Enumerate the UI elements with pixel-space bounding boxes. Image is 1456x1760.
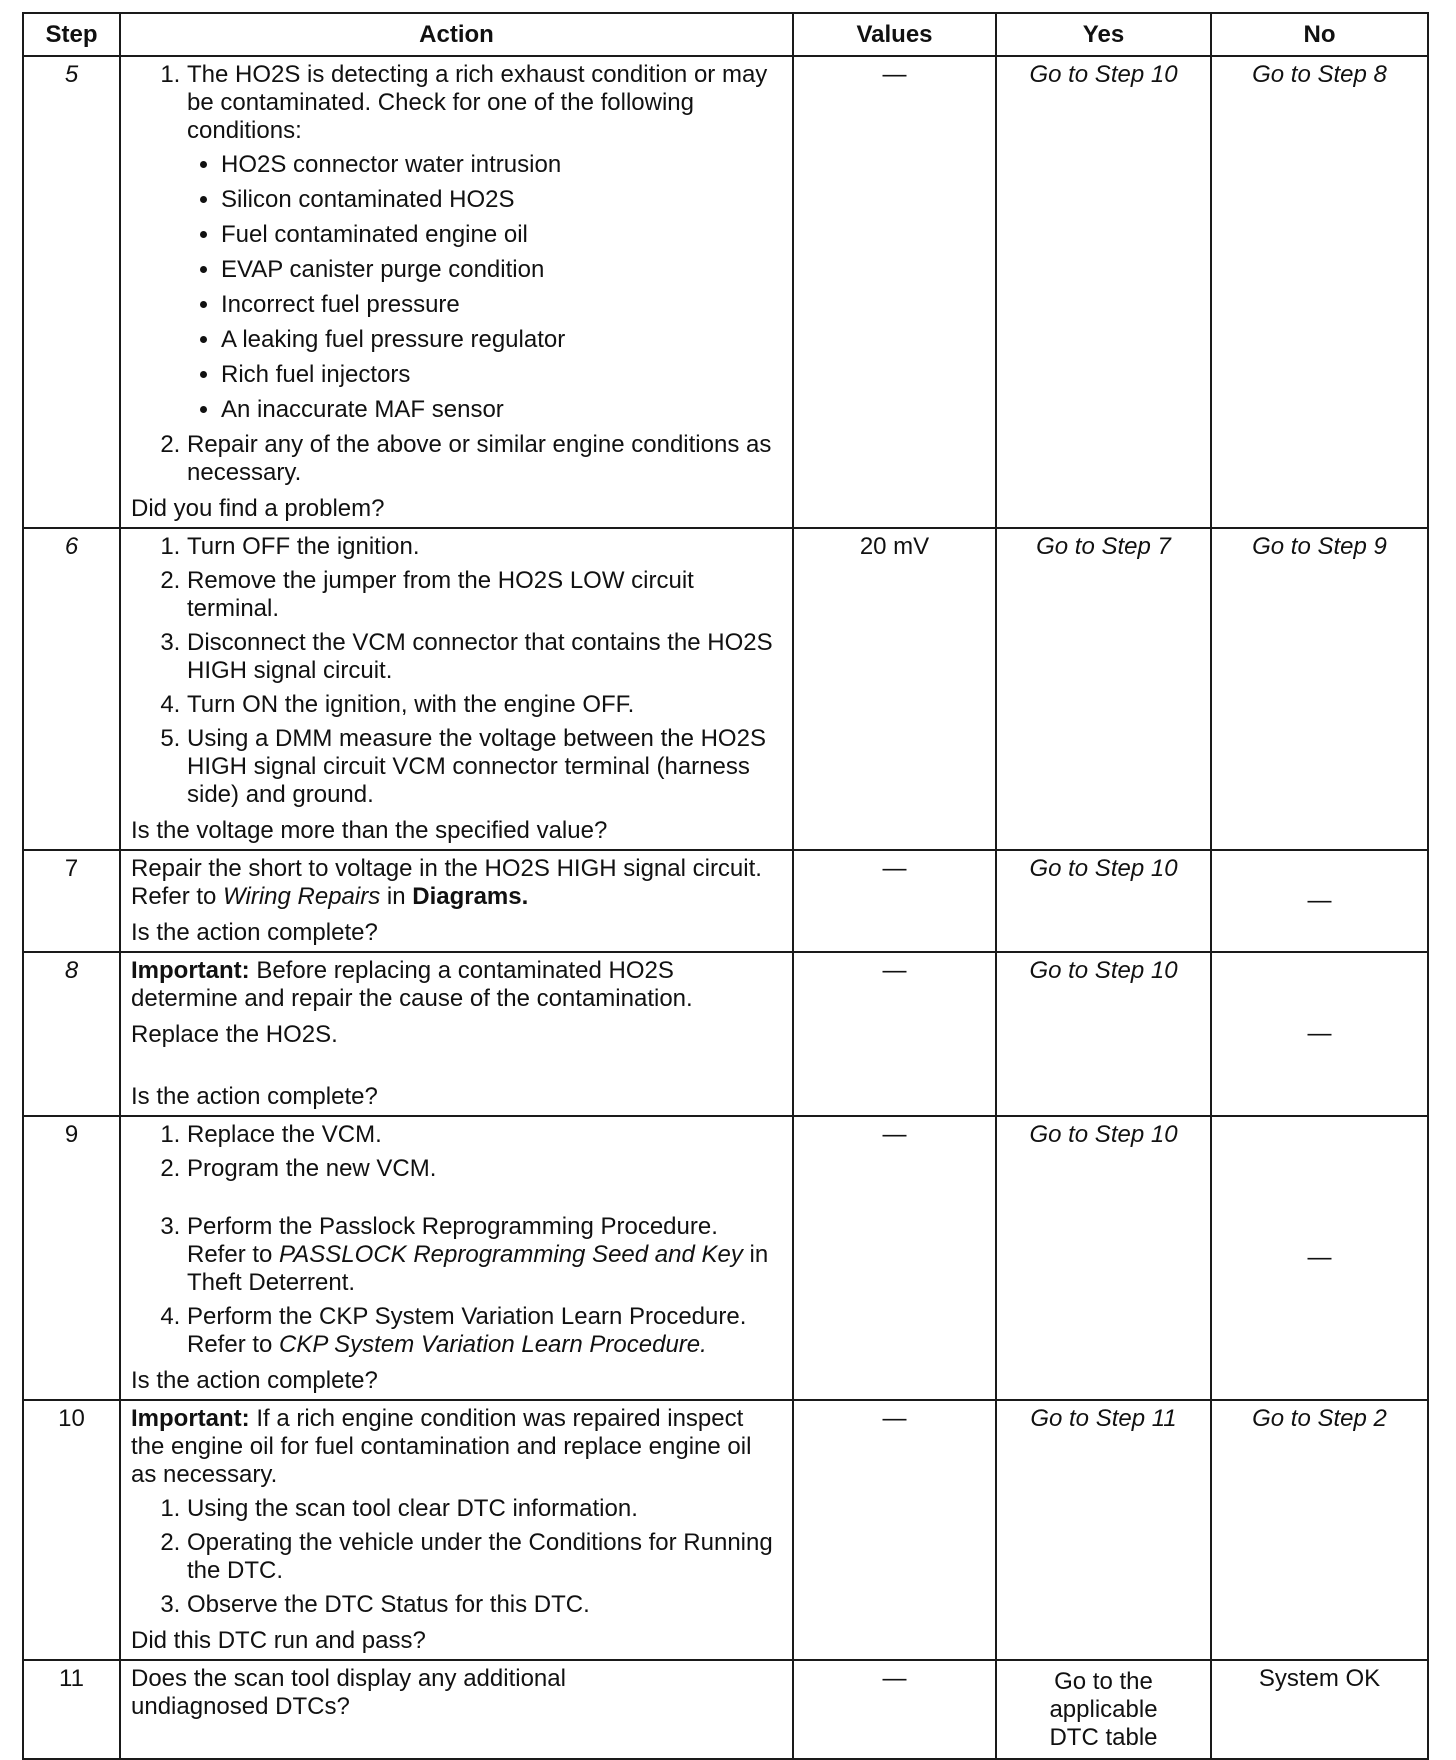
list-item: 2. Repair any of the above or similar engine conditions as necessary. xyxy=(187,431,782,487)
list-item xyxy=(187,1155,782,1207)
no-cell: Go to Step 8 xyxy=(1211,56,1428,528)
action-text: The HO2S is detecting a rich exhaust condition or may be contaminated. Check for one of the following conditions: xyxy=(187,61,768,144)
action-text: Program the new VCM. xyxy=(187,1155,437,1182)
important-note xyxy=(131,957,782,1013)
list-item xyxy=(187,1213,782,1297)
action-text-part: Repair the short to voltage in the HO2S HIGH signal circuit. Refer to xyxy=(131,855,762,910)
header-step: Step xyxy=(23,13,120,56)
list-item: 1. Turn OFF the ignition. xyxy=(187,533,782,561)
reference-link-text: Wiring Repairs xyxy=(223,883,381,910)
action-text: in Theft Deterrent. xyxy=(187,1241,769,1296)
action-list xyxy=(131,533,782,809)
list-item: 3. Observe the DTC Status for this DTC. xyxy=(187,1591,782,1619)
list-item: 1. Replace the VCM. xyxy=(187,1121,782,1149)
list-item: 2. Operating the vehicle under the Conditions for Running the DTC. xyxy=(187,1529,782,1585)
action-list xyxy=(131,1121,782,1359)
list-item xyxy=(187,61,782,424)
yes-cell: Go to Step 10 xyxy=(996,952,1211,1116)
value-cell: 20 mV xyxy=(793,528,996,850)
important-label: Important: xyxy=(131,1405,250,1432)
important-label: Important: xyxy=(131,957,250,984)
reference-link-text: CKP System Variation Learn Procedure. xyxy=(279,1331,707,1358)
list-item: 2. Remove the jumper from the HO2S LOW circuit terminal. xyxy=(187,567,782,623)
action-cell xyxy=(120,1660,793,1759)
step-number: 7 xyxy=(23,850,120,952)
header-action: Action xyxy=(120,13,793,56)
no-cell: Go to Step 9 xyxy=(1211,528,1428,850)
question: Is the action complete? xyxy=(131,1367,378,1394)
header-values: Values xyxy=(793,13,996,56)
question: Does the scan tool display any additional undiagnosed DTCs? xyxy=(131,1665,566,1720)
no-cell: — xyxy=(1211,850,1428,952)
list-item: • Incorrect fuel pressure xyxy=(221,291,782,319)
no-cell: — xyxy=(1211,952,1428,1116)
list-item: 1. Using the scan tool clear DTC information. xyxy=(187,1495,782,1523)
question: Is the action complete? xyxy=(131,1083,378,1110)
value-cell: — xyxy=(793,56,996,528)
table-row xyxy=(23,850,1428,952)
value-cell: — xyxy=(793,952,996,1116)
action-cell xyxy=(120,56,793,528)
spacer xyxy=(131,1049,782,1075)
list-item: • Rich fuel injectors xyxy=(221,361,782,389)
list-item: • HO2S connector water intrusion xyxy=(221,151,782,179)
step-number: 11 xyxy=(23,1660,120,1759)
diagnostic-table xyxy=(22,12,1429,1760)
no-cell: Go to Step 2 xyxy=(1211,1400,1428,1660)
yes-cell: Go to Step 11 xyxy=(996,1400,1211,1660)
value-cell: — xyxy=(793,1116,996,1400)
spacer xyxy=(187,1183,782,1207)
list-item: • Fuel contaminated engine oil xyxy=(221,221,782,249)
header-no: No xyxy=(1211,13,1428,56)
table-row xyxy=(23,952,1428,1116)
action-text: Perform the Passlock Reprogramming Procedure. Refer to xyxy=(187,1213,718,1268)
value-cell: — xyxy=(793,850,996,952)
yes-cell: Go to Step 7 xyxy=(996,528,1211,850)
table-row xyxy=(23,56,1428,528)
important-text: Before replacing a contaminated HO2S determine and repair the cause of the contamination. xyxy=(131,957,693,1012)
action-list xyxy=(131,61,782,487)
list-item: 4. Turn ON the ignition, with the engine OFF. xyxy=(187,691,782,719)
action-cell xyxy=(120,528,793,850)
action-cell xyxy=(120,952,793,1116)
yes-cell xyxy=(996,1660,1211,1759)
table-row xyxy=(23,1660,1428,1759)
action-cell xyxy=(120,1400,793,1660)
section-name: Diagrams. xyxy=(412,883,529,910)
step-number: 8 xyxy=(23,952,120,1116)
step-number: 10 xyxy=(23,1400,120,1660)
yes-cell: Go to Step 10 xyxy=(996,56,1211,528)
action-text: Perform the CKP System Variation Learn Procedure. Refer to xyxy=(187,1303,747,1358)
action-list xyxy=(131,1495,782,1619)
reference-link-text: PASSLOCK Reprogramming Seed and Key xyxy=(279,1241,743,1268)
action-text xyxy=(131,855,782,911)
important-note xyxy=(131,1405,782,1489)
yes-cell: Go to Step 10 xyxy=(996,1116,1211,1400)
table-row xyxy=(23,1400,1428,1660)
list-item: • EVAP canister purge condition xyxy=(221,256,782,284)
action-text: Replace the HO2S. xyxy=(131,1021,338,1048)
list-item: • An inaccurate MAF sensor xyxy=(221,396,782,424)
list-item xyxy=(187,1303,782,1359)
table-row xyxy=(23,528,1428,850)
list-item: 5. Using a DMM measure the voltage between the HO2S HIGH signal circuit VCM connector terminal (harness side) and ground. xyxy=(187,725,782,809)
list-item: 3. Disconnect the VCM connector that contains the HO2S HIGH signal circuit. xyxy=(187,629,782,685)
question: Did you find a problem? xyxy=(131,495,385,522)
yes-text: Go to the applicable DTC table xyxy=(1049,1667,1158,1751)
condition-list xyxy=(187,151,782,424)
step-number: 6 xyxy=(23,528,120,850)
value-cell: — xyxy=(793,1400,996,1660)
header-row xyxy=(23,13,1428,56)
action-cell xyxy=(120,850,793,952)
question: Is the action complete? xyxy=(131,919,378,946)
value-cell: — xyxy=(793,1660,996,1759)
step-number: 9 xyxy=(23,1116,120,1400)
list-item: • A leaking fuel pressure regulator xyxy=(221,326,782,354)
header-yes: Yes xyxy=(996,13,1211,56)
no-cell: — xyxy=(1211,1116,1428,1400)
question: Is the voltage more than the specified value? xyxy=(131,817,608,844)
step-number: 5 xyxy=(23,56,120,528)
yes-cell: Go to Step 10 xyxy=(996,850,1211,952)
action-text-part: in xyxy=(380,883,413,910)
question: Did this DTC run and pass? xyxy=(131,1627,426,1654)
no-cell: System OK xyxy=(1211,1660,1428,1759)
action-cell xyxy=(120,1116,793,1400)
table-row xyxy=(23,1116,1428,1400)
list-item: • Silicon contaminated HO2S xyxy=(221,186,782,214)
important-text: If a rich engine condition was repaired inspect the engine oil for fuel contamination and replace engine oil as necessary. xyxy=(131,1405,752,1488)
